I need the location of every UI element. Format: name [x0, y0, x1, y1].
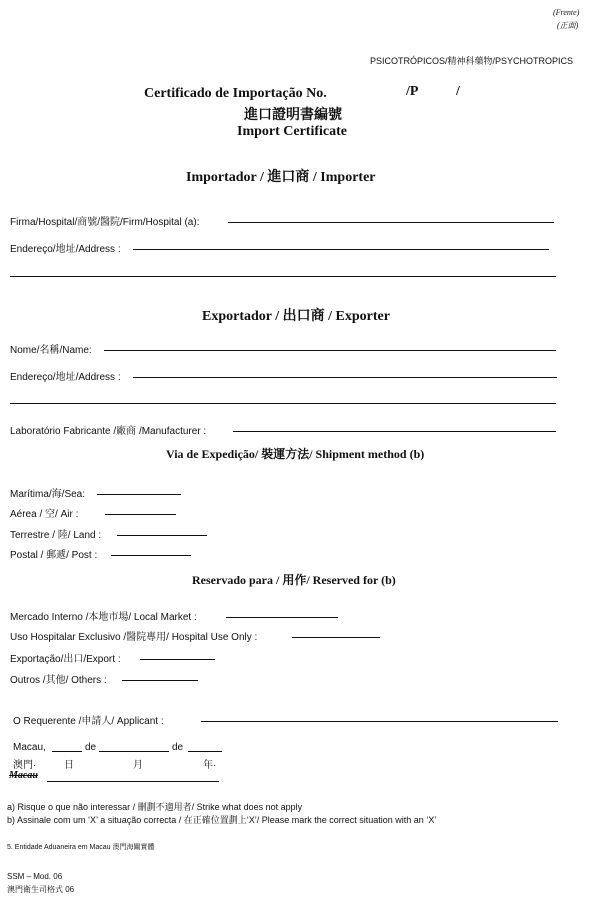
shipment-sea-line[interactable] [97, 494, 181, 495]
signature-line[interactable] [47, 781, 219, 782]
note-a: a) Risque o que não interessar / 刪劃不適用者/ Strike what does not apply [7, 802, 303, 812]
importer-address-line[interactable] [133, 249, 549, 250]
reserved-local-line[interactable] [226, 617, 338, 618]
shipment-air-label: Aérea / 空/ Air : [10, 509, 79, 520]
shipment-post-line[interactable] [111, 555, 191, 556]
reserved-export-label: Exportação/出口/Export : [10, 654, 121, 665]
importer-heading: Importador / 進口商 / Importer [186, 170, 376, 185]
date-month-line[interactable] [99, 751, 169, 752]
date-de-1: de [85, 742, 97, 753]
applicant-label: O Requerente /申請人/ Applicant : [13, 716, 164, 727]
exporter-address-line-2[interactable] [10, 403, 556, 404]
category-label: PSICOTRÓPICOS/精神科藥物/PSYCHOTROPICS [370, 56, 574, 66]
reserved-hospital-line[interactable] [292, 637, 380, 638]
date-zh-day: 日 [64, 760, 74, 771]
form-code: SSM – Mod. 06 [7, 872, 63, 881]
reserved-others-label: Outros /其他/ Others : [10, 675, 107, 686]
shipment-land-label: Terrestre / 陸/ Land : [10, 530, 102, 541]
exporter-address-line[interactable] [133, 377, 557, 378]
shipment-land-line[interactable] [117, 535, 207, 536]
reserved-others-line[interactable] [122, 680, 198, 681]
reserved-export-line[interactable] [140, 659, 215, 660]
date-zh-place: 澳門· [13, 760, 37, 771]
title-number-p: /P [406, 84, 419, 99]
shipment-air-line[interactable] [105, 514, 176, 515]
exporter-address-label: Endereço/地址/Address : [10, 372, 121, 383]
title-pt: Certificado de Importação No. [144, 86, 327, 101]
shipment-post-label: Postal / 郵遞/ Post : [10, 550, 98, 561]
importer-firm-label: Firma/Hospital/商號/醫院/Firm/Hospital (a): [10, 217, 200, 228]
title-en: Import Certificate [237, 124, 348, 139]
front-label: (Frente) [553, 8, 580, 17]
date-zh-year: 年· [203, 760, 217, 771]
exporter-name-line[interactable] [104, 350, 556, 351]
signature: Macau [9, 770, 38, 781]
shipment-sea-label: Marítima/海/Sea: [10, 489, 86, 500]
importer-address-line-2[interactable] [10, 276, 556, 277]
exporter-heading: Exportador / 出口商 / Exporter [202, 309, 390, 324]
date-year-line[interactable] [188, 751, 222, 752]
form-code-zh: 澳門衛生司格式 06 [7, 885, 75, 894]
front-label-zh: (正面) [557, 21, 579, 30]
shipment-heading: Via de Expedição/ 裝運方法/ Shipment method (b) [166, 447, 425, 461]
customs-entity: 5. Entidade Aduaneira em Macau 澳門海關實體 [7, 844, 155, 851]
date-day-line[interactable] [52, 751, 82, 752]
importer-address-label: Endereço/地址/Address : [10, 244, 121, 255]
date-de-2: de [172, 742, 184, 753]
title-zh: 進口證明書編號 [244, 108, 342, 123]
reserved-heading: Reservado para / 用作/ Reserved for (b) [192, 573, 396, 587]
reserved-hospital-label: Uso Hospitalar Exclusivo /醫院專用/ Hospital Use Only : [10, 632, 258, 643]
title-number-sep: / [456, 84, 460, 99]
applicant-line[interactable] [201, 721, 558, 722]
note-b: b) Assinale com um ‘X’ a situação correcta / 在正確位置劃上‘X’/ Please mark the correct situation with an ‘X’ [7, 815, 437, 825]
date-zh-month: 月 [133, 760, 143, 771]
reserved-local-label: Mercado Interno /本地市場/ Local Market : [10, 612, 197, 623]
date-macau: Macau, [13, 742, 46, 753]
manufacturer-line[interactable] [233, 431, 556, 432]
manufacturer-label: Laboratório Fabricante /廠商 /Manufacturer : [10, 426, 207, 437]
exporter-name-label: Nome/名稱/Name: [10, 345, 92, 356]
importer-firm-line[interactable] [228, 222, 554, 223]
